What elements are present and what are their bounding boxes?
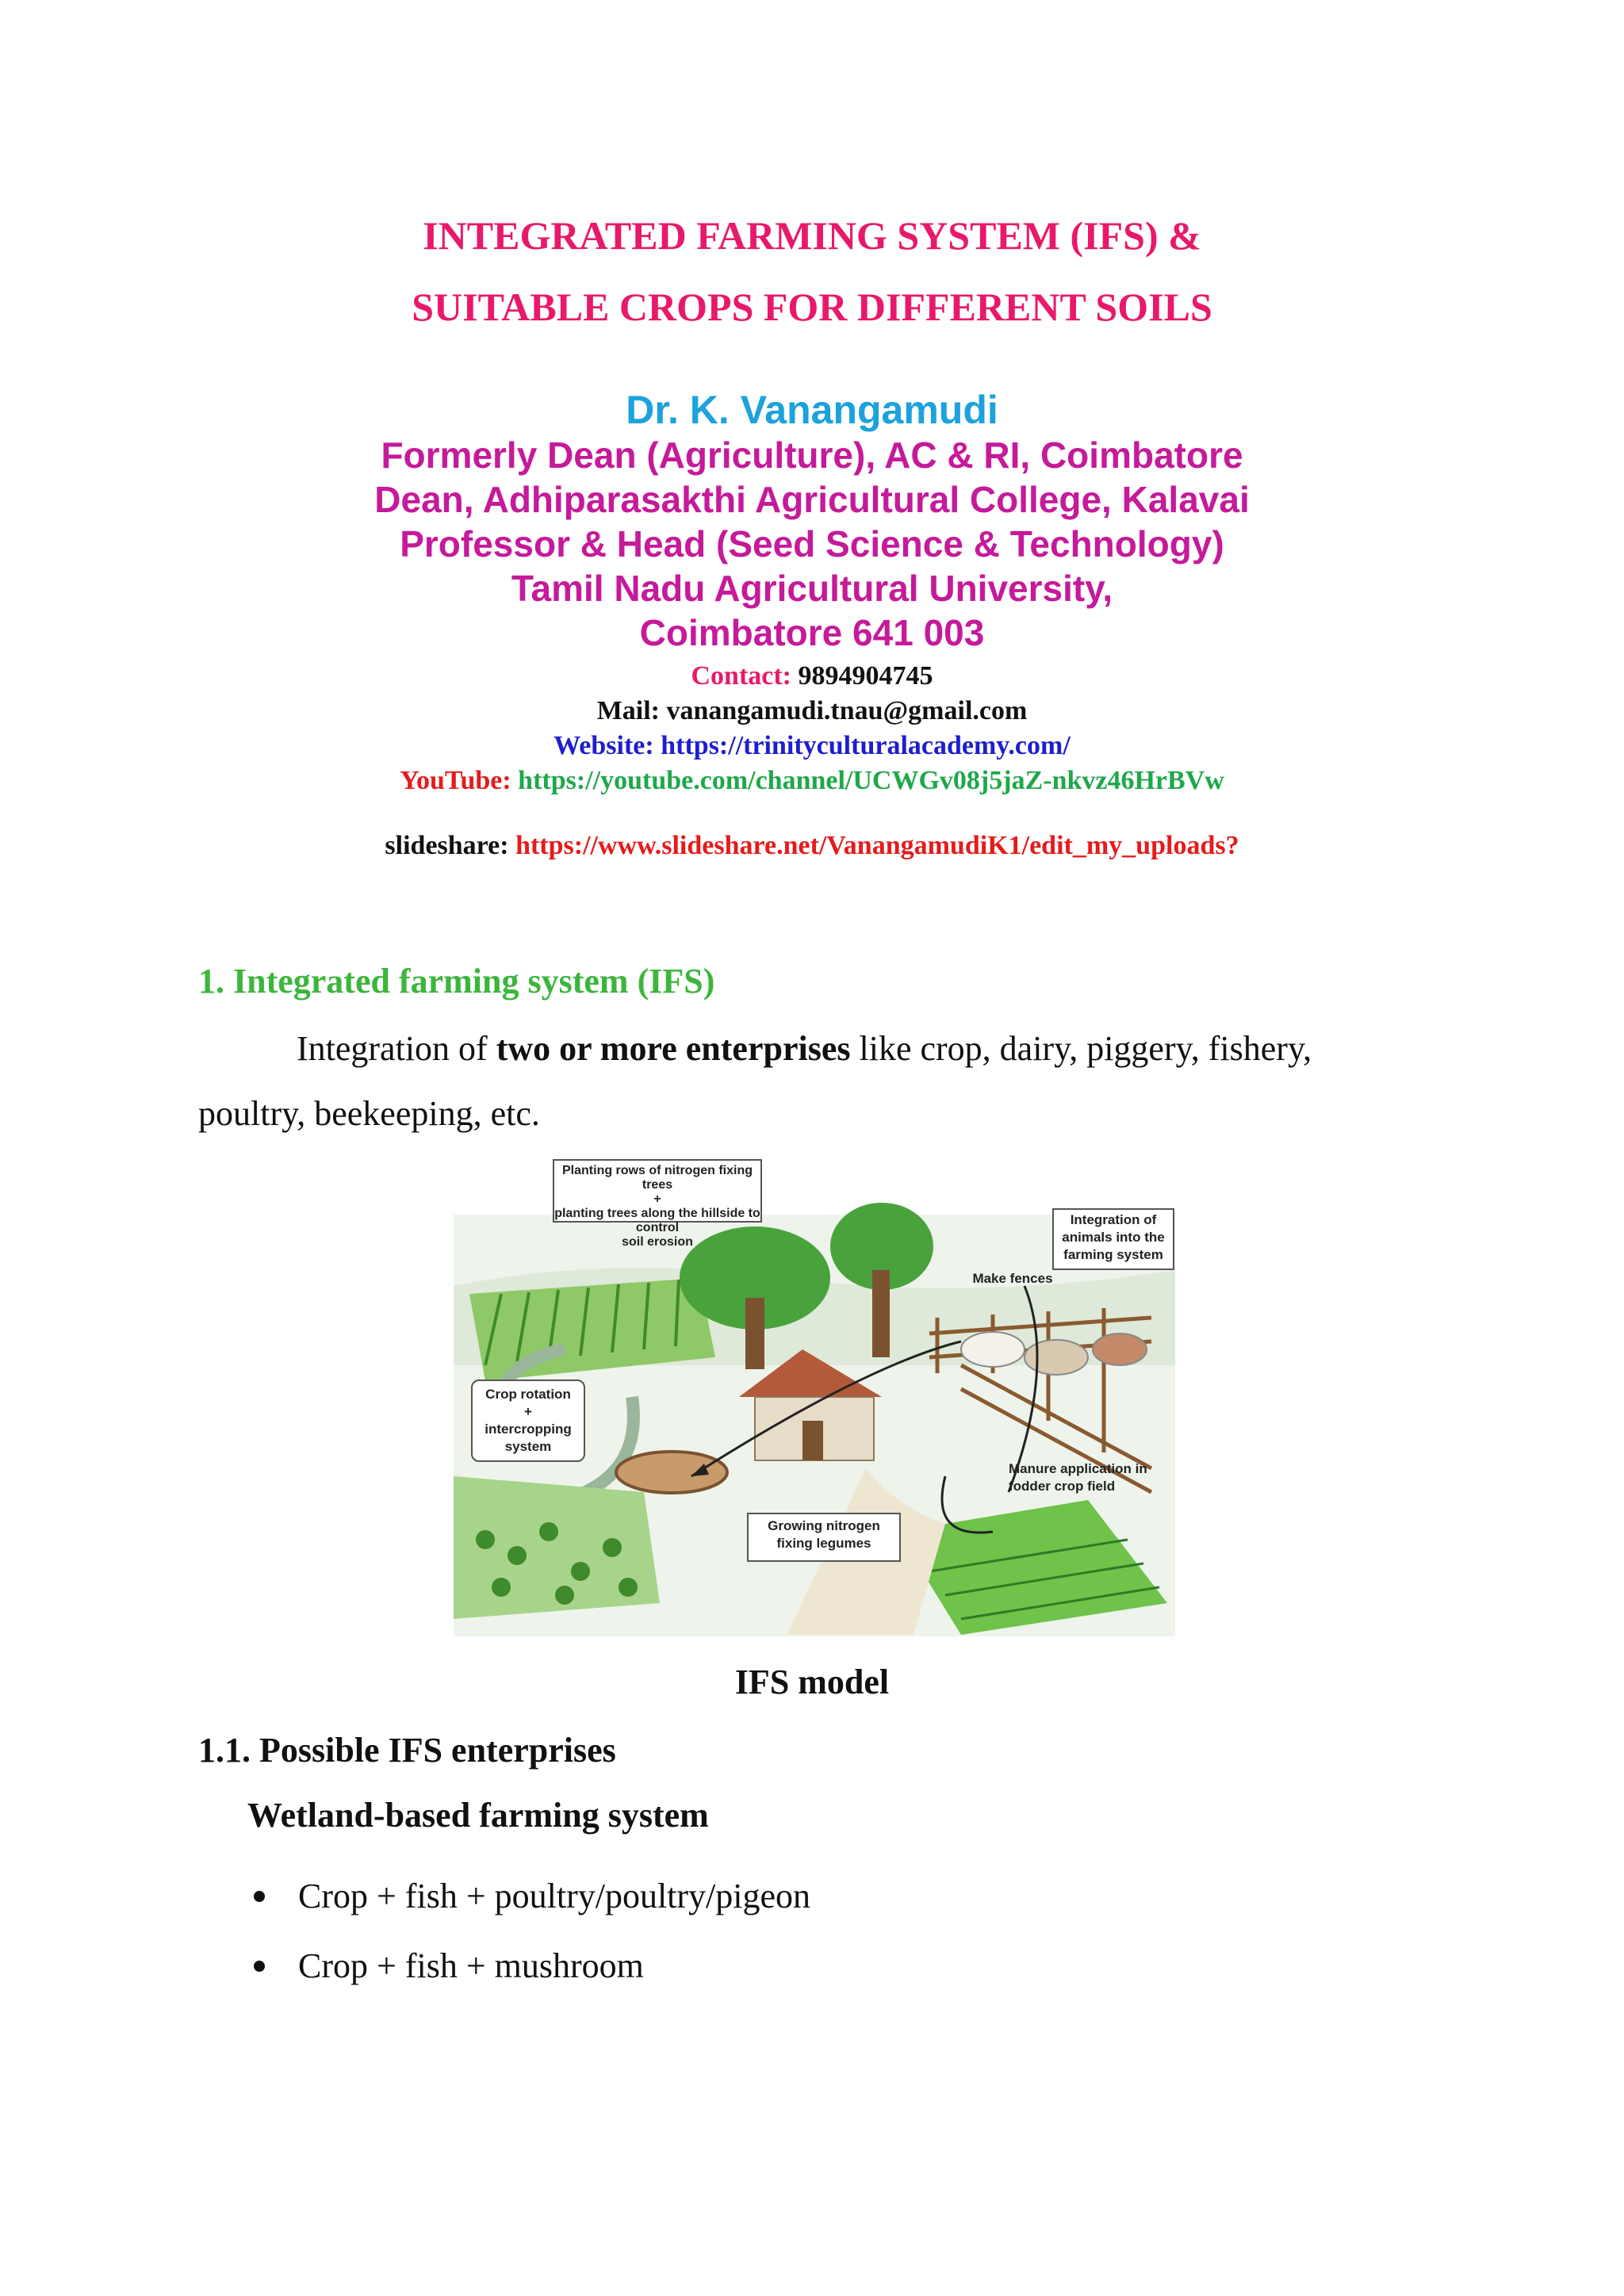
list-item-text: Crop + fish + poultry/poultry/pigeon [298,1877,811,1915]
affiliation-line: Dean, Adhiparasakthi Agricultural College, Kalavai [374,479,1250,520]
section-paragraph [198,1016,1435,1146]
affiliation-line: Formerly Dean (Agriculture), AC & RI, Coimbatore [381,434,1243,476]
para-text: Integration of [297,1029,496,1068]
website-label: Website: [553,731,654,760]
callout-fences: Make fences [972,1271,1053,1286]
callout-legumes: Growing nitrogen fixing legumes [747,1513,901,1562]
bullet-icon [254,1891,265,1902]
para-emphasis: two or more enterprises [496,1029,851,1068]
enterprise-list [254,1862,810,2001]
slideshare-link[interactable]: https://www.slideshare.net/VanangamudiK1/edit_my_uploads? [515,831,1239,860]
paragraph-line-2: poultry, beekeeping, etc. [198,1094,540,1133]
section-heading: 1. Integrated farming system (IFS) [198,962,715,1001]
slideshare-label: slideshare: [385,831,509,860]
contact-phone: 9894904745 [798,661,933,691]
author-affiliations [0,433,1624,655]
bullet-icon [254,1961,265,1972]
contact-mail-line [0,696,1624,726]
callout-animals: Integration of animals into the farming system [1052,1208,1174,1270]
figure-caption: IFS model [734,1663,890,1701]
youtube-link[interactable]: https://youtube.com/channel/UCWGv08j5jaZ-nkvz46HrBVw [518,766,1224,795]
youtube-line [0,766,1624,796]
youtube-label: YouTube: [400,766,511,795]
affiliation-line: Tamil Nadu Agricultural University, [511,568,1113,609]
document-title-line1: INTEGRATED FARMING SYSTEM (IFS) & [423,213,1201,258]
ifs-model-figure [454,1159,1175,1636]
website-link[interactable]: https://trinityculturalacademy.com/ [661,731,1071,760]
affiliation-line: Coimbatore 641 003 [639,612,985,653]
list-item [254,1862,810,1931]
subsection-heading: 1.1. Possible IFS enterprises [198,1731,616,1770]
mail-address[interactable]: vanangamudi.tnau@gmail.com [666,696,1028,725]
paragraph-line-1 [198,1016,1435,1081]
para-text: like crop, dairy, piggery, fishery, [850,1029,1312,1068]
document-title-line2: SUITABLE CROPS FOR DIFFERENT SOILS [412,285,1212,329]
contact-phone-line [0,661,1624,691]
callout-manure: Manure application in fodder crop field [1009,1461,1147,1494]
website-line [0,731,1624,761]
subsection-subheading: Wetland-based farming system [247,1796,709,1835]
list-item [254,1931,810,2001]
mail-label: Mail: [596,696,660,725]
list-item-text: Crop + fish + mushroom [298,1946,644,1985]
slideshare-line [0,831,1624,861]
affiliation-line: Professor & Head (Seed Science & Technology) [400,523,1224,564]
author-name: Dr. K. Vanangamudi [626,388,998,432]
contact-label: Contact: [691,661,792,691]
callout-nitrogen-trees: Planting rows of nitrogen fixing trees + planting trees along the hillside to control soil erosion [553,1159,762,1223]
callout-crop-rotation: Crop rotation + intercropping system [471,1380,585,1462]
